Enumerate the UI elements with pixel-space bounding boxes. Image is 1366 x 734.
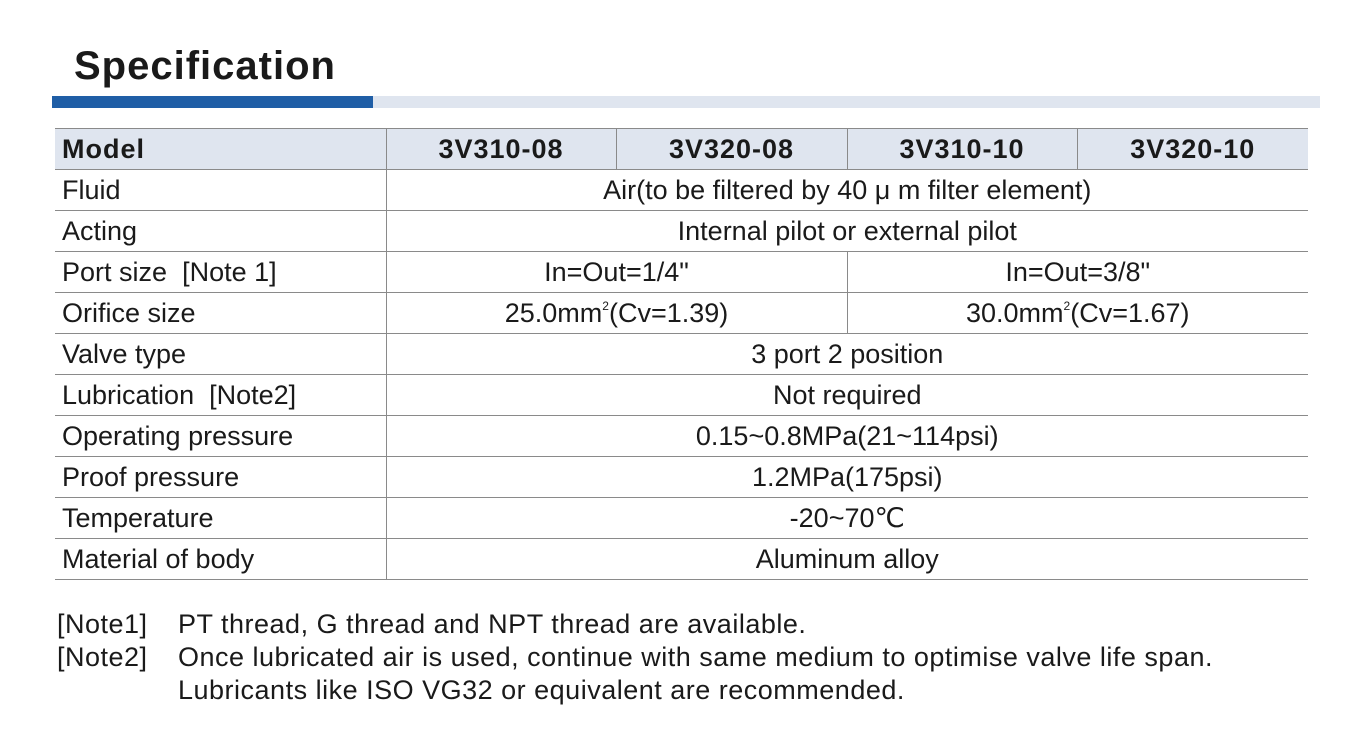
material-value: Aluminum alloy — [386, 539, 1308, 580]
table-row-valve-type — [55, 334, 1308, 375]
footnote-text: Once lubricated air is used, continue with same medium to optimise valve life span. Lubricants like ISO VG32 or equivalent are recommended. — [178, 642, 1213, 705]
footnote-tag: [Note1] — [57, 609, 148, 639]
table-header-row — [55, 129, 1308, 170]
operating-pressure-label: Operating pressure — [55, 416, 386, 457]
port-size-value-right: In=Out=3/8" — [847, 252, 1308, 293]
table-row-proof-pressure — [55, 457, 1308, 498]
title-underline-bar — [52, 96, 1320, 108]
lubrication-label-text: Lubrication — [62, 380, 195, 410]
orifice-right-area: 30.0mm — [965, 298, 1064, 328]
table-row-fluid — [55, 170, 1308, 211]
port-size-value-left: In=Out=1/4" — [386, 252, 847, 293]
table-row-operating-pressure — [55, 416, 1308, 457]
material-label: Material of body — [55, 539, 386, 580]
orifice-left-cv: (Cv=1.39) — [608, 298, 729, 328]
orifice-left-area: 25.0mm — [504, 298, 603, 328]
valve-type-label: Valve type — [55, 334, 386, 375]
footnote-item — [57, 641, 1317, 707]
table-row-port-size — [55, 252, 1308, 293]
model-3v310-10: 3V310-10 — [847, 129, 1077, 170]
port-size-label-text: Port size — [62, 257, 168, 287]
orifice-left-exponent: 2 — [602, 299, 609, 313]
lubrication-note-ref: [Note2] — [209, 380, 297, 410]
orifice-size-value-left — [386, 293, 847, 334]
model-3v310-08: 3V310-08 — [386, 129, 616, 170]
table-row-orifice-size — [55, 293, 1308, 334]
acting-label: Acting — [55, 211, 386, 252]
table-row-acting — [55, 211, 1308, 252]
footnote-text: PT thread, G thread and NPT thread are available. — [178, 609, 807, 639]
orifice-size-value-right — [847, 293, 1308, 334]
orifice-size-label: Orifice size — [55, 293, 386, 334]
port-size-label — [55, 252, 386, 293]
table-row-temperature — [55, 498, 1308, 539]
footnotes — [57, 608, 1317, 707]
fluid-label: Fluid — [55, 170, 386, 211]
model-header-label: Model — [55, 129, 386, 170]
lubrication-label — [55, 375, 386, 416]
lubrication-value: Not required — [386, 375, 1308, 416]
footnote-item — [57, 608, 1317, 641]
temperature-value: -20~70℃ — [386, 498, 1308, 539]
acting-value: Internal pilot or external pilot — [386, 211, 1308, 252]
operating-pressure-value: 0.15~0.8MPa(21~114psi) — [386, 416, 1308, 457]
port-size-note-ref: [Note 1] — [182, 257, 277, 287]
orifice-right-cv: (Cv=1.67) — [1070, 298, 1190, 328]
title-underline-accent — [52, 96, 373, 108]
temperature-label: Temperature — [55, 498, 386, 539]
model-3v320-08: 3V320-08 — [616, 129, 847, 170]
table-row-lubrication — [55, 375, 1308, 416]
model-3v320-10: 3V320-10 — [1077, 129, 1308, 170]
valve-type-value: 3 port 2 position — [386, 334, 1308, 375]
proof-pressure-label: Proof pressure — [55, 457, 386, 498]
orifice-right-exponent: 2 — [1063, 299, 1071, 313]
specification-table — [55, 128, 1308, 580]
page-title: Specification — [74, 44, 336, 88]
fluid-value: Air(to be filtered by 40 μ m filter element) — [386, 170, 1308, 211]
proof-pressure-value: 1.2MPa(175psi) — [386, 457, 1308, 498]
footnote-tag: [Note2] — [57, 642, 148, 672]
table-row-material — [55, 539, 1308, 580]
